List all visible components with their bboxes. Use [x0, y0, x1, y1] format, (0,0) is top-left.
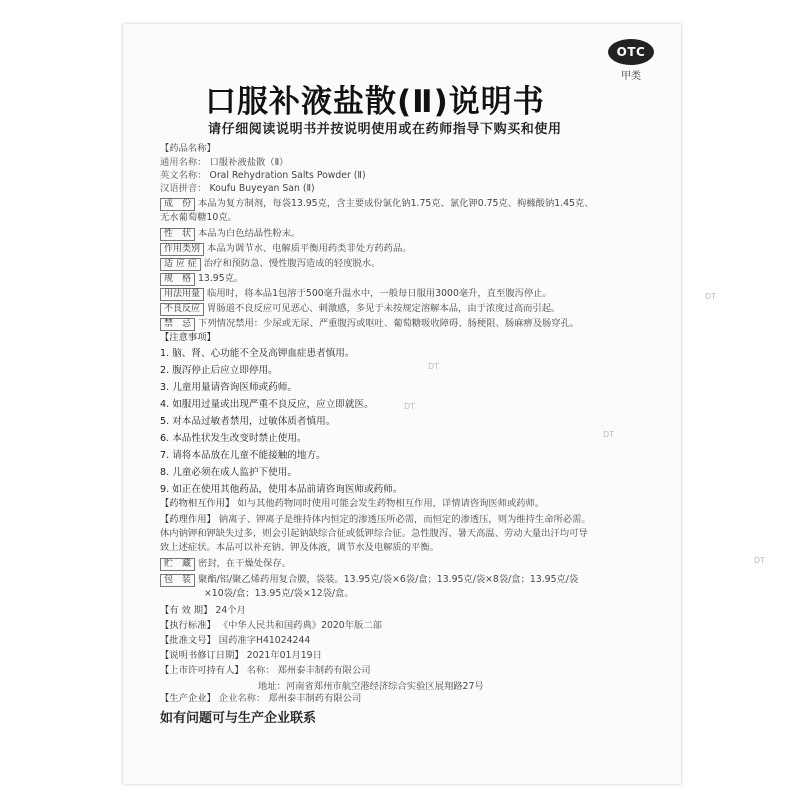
pharm-value-3: 致上述症状。本品可以补充钠、钾及体液，调节水及电解质的平衡。: [160, 542, 439, 553]
revision-row: [160, 649, 670, 663]
pinyin-name-value: Koufu Buyeyan San (Ⅱ): [209, 183, 315, 194]
revision-label: 【说明书修订日期】: [160, 650, 244, 661]
maker-name-label: 企业名称：: [218, 693, 266, 704]
character-value: 本品为白色结晶性粉末。: [198, 228, 301, 239]
pharm-row-2: [160, 527, 670, 541]
validity-label: 【有 效 期】: [160, 605, 213, 616]
maker-name-value: 郑州泰丰制药有限公司: [268, 693, 362, 704]
contact-note: 如有问题可与生产企业联系: [160, 711, 317, 726]
note-item: 7. 请将本品放在儿童不能接触的地方。: [160, 450, 326, 461]
storage-value: 密封，在干燥处保存。: [198, 558, 291, 569]
pharm-row-3: [160, 541, 670, 555]
adverse-row: [160, 302, 670, 316]
category-label: 作用类别: [160, 243, 204, 256]
interaction-row: [160, 497, 670, 511]
usage-row: [160, 287, 670, 301]
composition-row: [160, 197, 670, 211]
interaction-value: 如与其他药物同时使用可能会发生药物相互作用，详情请咨询医师或药师。: [237, 498, 545, 509]
storage-label: 贮 藏: [160, 558, 195, 571]
spec-row: [160, 272, 670, 286]
watermark: DT: [404, 402, 416, 411]
approval-label: 【批准文号】: [160, 635, 216, 646]
note-item: 5. 对本品过敏者禁用，过敏体质者慎用。: [160, 416, 336, 427]
pharm-row: [160, 513, 670, 527]
notes-header: 【注意事项】: [160, 332, 216, 343]
contra-label: 禁 忌: [160, 318, 195, 331]
standard-value: 《中华人民共和国药典》2020年版二部: [218, 620, 382, 631]
adverse-label: 不良反应: [160, 303, 204, 316]
note-item: 1. 脑、肾、心功能不全及高钾血症患者慎用。: [160, 348, 355, 359]
holder-address-value: 河南省郑州市航空港经济综合实验区展翔路27号: [285, 681, 484, 692]
holder-name-label: 名称：: [246, 665, 275, 676]
indication-label: 适 应 症: [160, 258, 201, 271]
storage-row: [160, 557, 670, 571]
generic-name-row: [160, 156, 670, 170]
validity-value: 24个月: [215, 605, 246, 616]
category-value: 本品为调节水、电解质平衡用药类非处方药药品。: [207, 243, 412, 254]
package-row: [160, 573, 670, 587]
indication-value: 治疗和预防急、慢性腹泻造成的轻度脱水。: [203, 258, 381, 269]
pharm-value-1: 钠离子、钾离子是维持体内恒定的渗透压所必需，而恒定的渗透压，则为维持生命所必需。: [218, 514, 591, 525]
category-row: [160, 242, 670, 256]
leaflet-title: 口服补液盐散(Ⅱ)说明书: [205, 84, 545, 120]
composition-value-2: 无水葡萄糖10克。: [160, 212, 237, 223]
english-name-label: 英文名称：: [160, 170, 207, 181]
generic-name-value: 口服补液盐散（Ⅱ）: [209, 157, 289, 168]
revision-value: 2021年01月19日: [246, 650, 322, 661]
watermark: DT: [428, 362, 440, 371]
watermark: DT: [705, 292, 717, 301]
english-name-row: [160, 169, 670, 183]
drug-name-header: 【药品名称】: [160, 143, 216, 154]
note-item: 4. 如服用过量或出现严重不良反应，应立即就医。: [160, 399, 374, 410]
character-label: 性 状: [160, 228, 195, 241]
note-item: 6. 本品性状发生改变时禁止使用。: [160, 433, 307, 444]
otc-badge: OTC: [608, 39, 654, 65]
watermark: DT: [603, 430, 615, 439]
holder-name-value: 郑州泰丰制药有限公司: [277, 665, 371, 676]
pinyin-name-row: [160, 182, 670, 196]
spec-label: 规 格: [160, 273, 195, 286]
maker-contact-block: [218, 678, 680, 708]
package-value-1: 聚酯/铝/聚乙烯药用复合膜，袋装。13.95克/袋×6袋/盒；13.95克/袋×8袋/盒；13.95克/袋: [198, 574, 579, 585]
watermark: DT: [754, 556, 766, 565]
generic-name-label: 通用名称：: [160, 157, 207, 168]
otc-class-label: 甲类: [621, 71, 641, 82]
package-value-2: ×10袋/盒；13.95克/袋×12袋/盒。: [204, 588, 354, 599]
note-item: 3. 儿童用量请咨询医师或药师。: [160, 382, 297, 393]
approval-value: 国药准字H41024244: [218, 635, 311, 646]
contra-value: 下列情况禁用：少尿或无尿、严重腹泻或呕吐、葡萄糖吸收障碍、肠梗阻、肠麻痹及肠穿孔。: [198, 318, 580, 329]
leaflet-subtitle: 请仔细阅读说明书并按说明使用或在药师指导下购买和使用: [208, 122, 562, 137]
package-label: 包 装: [160, 574, 195, 587]
composition-label: 成 份: [160, 198, 195, 211]
approval-row: [160, 634, 670, 648]
pharm-value-2: 体内钠钾和钾缺失过多，则会引起钠缺综合征或低钾综合征。急性腹泻、暑天高温、劳动大量出汗均可导: [160, 528, 588, 539]
usage-value: 临用时，将本品1包溶于500毫升温水中，一般每日服用3000毫升，直至腹泻停止。: [207, 288, 552, 299]
adverse-value: 胃肠道不良反应可见恶心、刺激感，多见于未按规定溶解本品，由于浓度过高而引起。: [207, 303, 561, 314]
holder-label: 【上市许可持有人】: [160, 665, 244, 676]
composition-row-2: [160, 211, 670, 225]
spec-value: 13.95克。: [198, 273, 244, 284]
character-row: [160, 227, 670, 241]
usage-label: 用法用量: [160, 288, 204, 301]
indication-row: [160, 257, 670, 271]
pharm-label: 【药理作用】: [160, 514, 216, 525]
pinyin-name-label: 汉语拼音：: [160, 183, 207, 194]
contra-row: [160, 317, 670, 331]
package-row-2: [160, 587, 714, 601]
validity-row: [160, 604, 670, 618]
holder-row: [160, 664, 670, 678]
note-item: 2. 腹泻停止后应立即停用。: [160, 365, 278, 376]
note-item: 9. 如正在使用其他药品，使用本品前请咨询医师或药师。: [160, 484, 403, 495]
interaction-label: 【药物相互作用】: [160, 498, 235, 509]
standard-label: 【执行标准】: [160, 620, 216, 631]
standard-row: [160, 619, 670, 633]
holder-address-label: 地址：: [258, 681, 286, 692]
composition-value: 本品为复方制剂，每袋13.95克，含主要成份氯化钠1.75克、氯化钾0.75克、枸橼酸钠1.45克、: [198, 198, 594, 209]
note-item: 8. 儿童必须在成人监护下使用。: [160, 467, 297, 478]
english-name-value: Oral Rehydration Salts Powder (Ⅱ): [209, 170, 366, 181]
maker-label: 【生产企业】: [160, 693, 216, 704]
